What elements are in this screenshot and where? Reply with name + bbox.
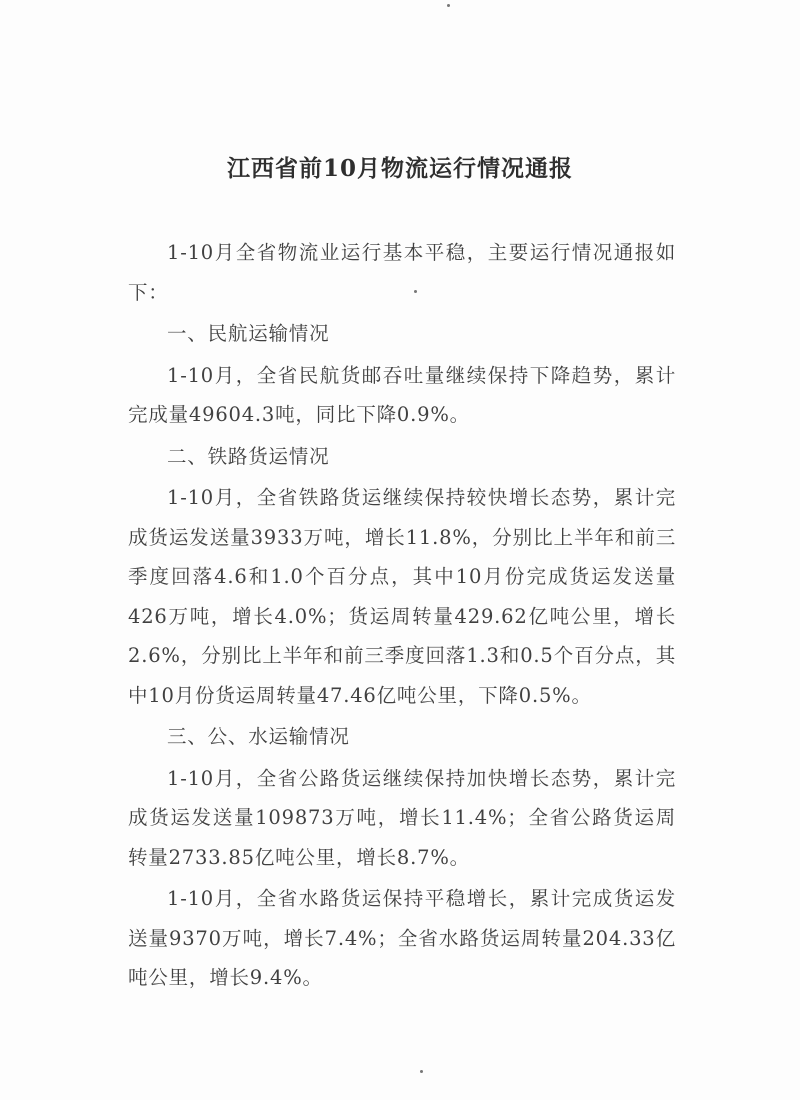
paragraph-road: 1-10月，全省公路货运继续保持加快增长态势，累计完成货运发送量109873万吨，增长11.4%；全省公路货运周转量2733.85亿吨公里，增长8.7%。 [128, 766, 676, 869]
scan-speck [420, 1070, 423, 1073]
intro-paragraph: 1-10月全省物流业运行基本平稳，主要运行情况通报如下： [128, 241, 676, 304]
paragraph-civil-aviation: 1-10月，全省民航货邮吞吐量继续保持下降趋势，累计完成量49604.3吨，同比下降0.9%。 [128, 363, 676, 426]
document-title: 江西省前10月物流运行情况通报 [226, 155, 573, 182]
scan-speck [447, 4, 450, 7]
section-heading-railway: 二、铁路货运情况 [167, 444, 330, 468]
section-heading-civil-aviation: 一、民航运输情况 [167, 322, 330, 345]
document-body [128, 233, 676, 1000]
paragraph-water: 1-10月，全省水路货运保持平稳增长，累计完成货运发送量9370万吨，增长7.4%；全省水路货运周转量204.33亿吨公里，增长9.4%。 [128, 887, 676, 989]
section-heading-road-water: 三、公、水运输情况 [167, 725, 350, 748]
paragraph-railway: 1-10月，全省铁路货运继续保持较快增长态势，累计完成货运发送量3933万吨，增长11.8%，分别比上半年和前三季度回落4.6和1.0个百分点，其中10月份完成货运发送量426万吨，增长4.0%；货运周转量429.62亿吨公里，增长2.6%，分别比上半年和前三季度回落1.3和0.5个百分点，其中10月份货运周转量47.46亿吨公里，下降0.5%。 [128, 486, 676, 707]
